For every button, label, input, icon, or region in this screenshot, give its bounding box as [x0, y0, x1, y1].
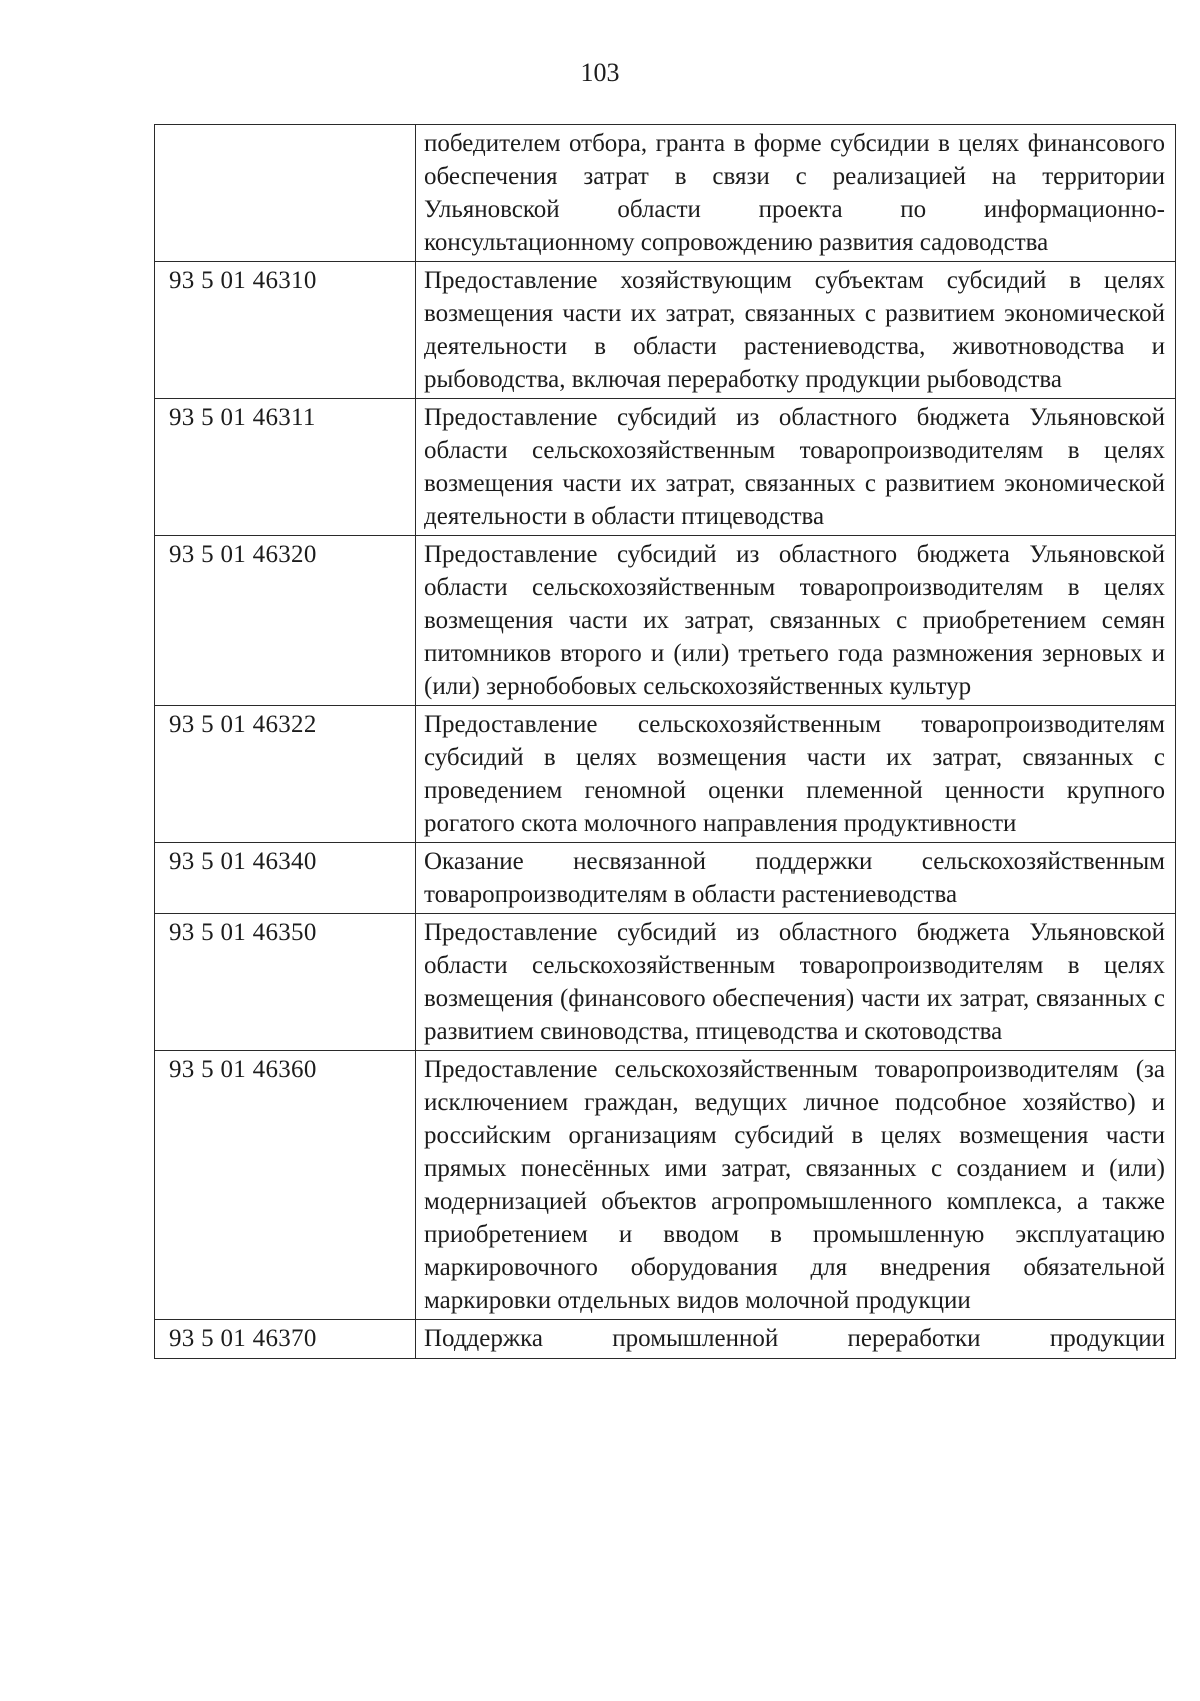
expense-description: победителем отбора, гранта в форме субсидии в целях финансового обеспечения затрат в связи с реализацией на территории Ульяновской области проекта по информационно-консультационному сопровождению развития садоводства	[416, 125, 1176, 262]
budget-code: 93 5 01 46360	[155, 1051, 416, 1320]
expense-description: Предоставление хозяйствующим субъектам субсидий в целях возмещения части их затрат, связанных с развитием экономической деятельности в области растениеводства, животноводства и рыбоводства, включая переработку продукции рыбоводства	[416, 262, 1176, 399]
table-row	[155, 706, 1176, 843]
table-row	[155, 536, 1176, 706]
table-row	[155, 262, 1176, 399]
budget-code: 93 5 01 46340	[155, 843, 416, 914]
expense-description: Предоставление сельскохозяйственным товаропроизводителям субсидий в целях возмещения части их затрат, связанных с проведением геномной оценки племенной ценности крупного рогатого скота молочного направления продуктивности	[416, 706, 1176, 843]
table-row	[155, 1051, 1176, 1320]
expense-description: Предоставление субсидий из областного бюджета Ульяновской области сельскохозяйственным товаропроизводителям в целях возмещения части их затрат, связанных с развитием экономической деятельности в области птицеводства	[416, 399, 1176, 536]
table-row	[155, 1320, 1176, 1359]
budget-code: 93 5 01 46320	[155, 536, 416, 706]
budget-code: 93 5 01 46311	[155, 399, 416, 536]
budget-classification-table	[154, 124, 1176, 1359]
budget-code: 93 5 01 46310	[155, 262, 416, 399]
budget-code: 93 5 01 46370	[155, 1320, 416, 1359]
table-row	[155, 399, 1176, 536]
expense-description: Оказание несвязанной поддержки сельскохозяйственным товаропроизводителям в области растениеводства	[416, 843, 1176, 914]
table-row	[155, 125, 1176, 262]
expense-description: Предоставление субсидий из областного бюджета Ульяновской области сельскохозяйственным товаропроизводителям в целях возмещения части их затрат, связанных с приобретением семян питомников второго и (или) третьего года размножения зерновых и (или) зернобобовых сельскохозяйственных культур	[416, 536, 1176, 706]
budget-code: 93 5 01 46322	[155, 706, 416, 843]
expense-description: Предоставление сельскохозяйственным товаропроизводителям (за исключением граждан, ведущих личное подсобное хозяйство) и российским организациям субсидий в целях возмещения части прямых понесённых ими затрат, связанных с созданием и (или) модернизацией объектов агропромышленного комплекса, а также приобретением и вводом в промышленную эксплуатацию маркировочного оборудования для внедрения обязательной маркировки отдельных видов молочной продукции	[416, 1051, 1176, 1320]
expense-description: Поддержка промышленной переработки продукции	[416, 1320, 1176, 1359]
budget-code: 93 5 01 46350	[155, 914, 416, 1051]
table-row	[155, 914, 1176, 1051]
expense-description: Предоставление субсидий из областного бюджета Ульяновской области сельскохозяйственным товаропроизводителям в целях возмещения (финансового обеспечения) части их затрат, связанных с развитием свиноводства, птицеводства и скотоводства	[416, 914, 1176, 1051]
table-row	[155, 843, 1176, 914]
page-number: 103	[580, 58, 620, 87]
budget-code	[155, 125, 416, 262]
